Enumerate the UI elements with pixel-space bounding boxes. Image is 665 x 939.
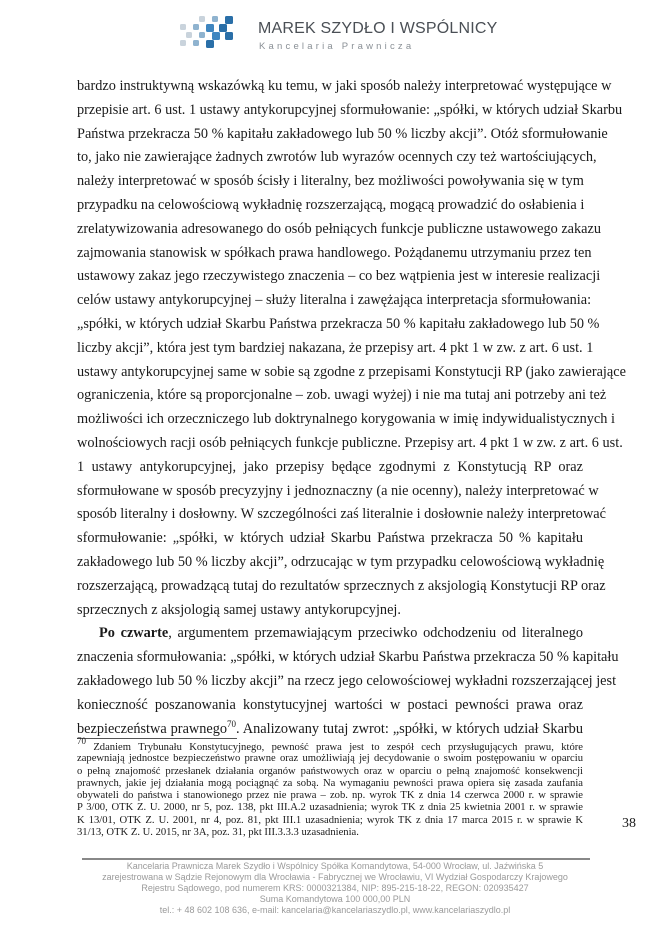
brand-subtitle: Kancelaria Prawnicza (259, 41, 415, 52)
logo-dot (212, 32, 220, 40)
text-line (77, 337, 594, 361)
footnote-line (77, 766, 583, 778)
footnote-line (77, 778, 583, 790)
footnote-line (77, 790, 583, 802)
line-text: Państwa przekracza 50 % kapitału zakładowego lub 50 % liczby akcji”. Otóż sformułowanie (77, 125, 608, 142)
text-line (77, 456, 583, 480)
text-line (77, 599, 583, 623)
line-text: ustawowy zakaz jego rzeczywistego znaczenia – co bez wątpienia jest w interesie realizacji (77, 268, 601, 285)
text-line (77, 503, 606, 527)
logo-dot (206, 40, 214, 48)
footnote-line (77, 736, 583, 753)
line-text: „spółki, w których udział Skarbu Państwa przekracza 50 % kapitału zakładowego lub 50 % (77, 315, 600, 332)
line-text: bardzo instruktywną wskazówką ku temu, w jaki sposób należy interpretować występujące w (77, 78, 612, 94)
line-text: obywateli do państwa i stanowionego przez nie prawa – zob. np. wyrok TK z dnia 14 czerwca 2000 r. w sprawie (77, 790, 583, 802)
text-line (77, 289, 592, 313)
text-line (77, 75, 612, 99)
footer-line: Kancelaria Prawnicza Marek Szydło i Wspólnicy Spółka Komandytowa, 54-000 Wrocław, ul. Jaźwińska 5 (126, 861, 544, 871)
line-text: bezpieczeństwa prawnego (77, 720, 228, 737)
letterhead-footer (70, 861, 600, 916)
line-text: 31/13, OTK Z. U. 2015, nr 3A, poz. 31, pkt III.3.3.3 uzasadnienia. (77, 827, 359, 839)
brand-title: MAREK SZYDŁO I WSPÓLNICY (258, 20, 498, 37)
footer-line: Rejestru Sądowego, pod numerem KRS: 0000321384, NIP: 895-215-18-22, REGON: 020935427 (141, 883, 529, 893)
text-line (77, 361, 626, 385)
logo-dot (206, 24, 214, 32)
line-text: przepisie art. 6 ust. 1 ustawy antykorupcyjnej sformułowanie: „spółki, w których udział Skarbu (77, 101, 623, 118)
line-text: zrelatywizowania adresowanego do osób pełniących funkcje publiczne ustawowego zakazu (77, 220, 602, 237)
text-line (77, 218, 602, 242)
line-text: znaczenia sformułowania: „spółki, w których udział Skarbu Państwa przekracza 50 % kapitału (77, 649, 619, 666)
footer-line: zarejestrowana w Sądzie Rejonowym dla Wrocławia - Fabrycznej we Wrocławiu, VI Wydział Gospodarczy Krajowego (102, 872, 568, 882)
firm-logo-icon (180, 16, 240, 52)
footer-line: Suma Komandytowa 100 000,00 PLN (259, 894, 411, 904)
logo-dot (199, 16, 205, 22)
line-text: sposób literalny i dosłowny. W szczególności zaś literalnie i dosłownie należy interpretować (77, 506, 606, 523)
line-text: , argumentem przemawiającym przeciwko odchodzeniu od literalnego (168, 625, 583, 642)
text-line (77, 408, 615, 432)
line-text: to, jako nie zawierające żadnych zwrotów lub wyrazów ocennych czy też wartościujących, (77, 149, 597, 166)
text-line (77, 527, 583, 551)
line-text: o pełną znajomość przesłanek działania organów państwowych oraz w oparciu o pełną znajomość konsekwencji (77, 765, 583, 777)
bold-lead: Po czwarte (99, 625, 169, 642)
text-line (77, 575, 606, 599)
line-text: sformułowane w sposób precyzyjny i jednoznaczny (a nie ocenny), należy interpretować w (77, 482, 599, 499)
footnote-divider (77, 738, 237, 739)
text-line (77, 265, 601, 289)
line-text: zapewniają jednostce bezpieczeństwo prawne oraz umożliwiają jej decydowanie o swoim postępowaniu w oparciu (77, 753, 583, 765)
footnote-ref: 70 (227, 718, 237, 729)
logo-dot (193, 40, 199, 46)
logo-dot (199, 32, 205, 38)
line-text: możliwości ich orzeczniczego lub doktrynalnego korygowania w imię indywidualistycznych i (77, 411, 615, 428)
line-text: ograniczenia, które są proporcjonalne – zob. uwagi wyżej) i nie ma tutaj ani potrzeby ani też (77, 387, 607, 404)
logo-dot (180, 40, 186, 46)
line-text: przypadku na celowościową wykładnię rozszerzającą, mogącą prowadzić do osłabienia i (77, 196, 585, 213)
text-line (77, 146, 597, 170)
text-line (77, 694, 583, 718)
line-text: sformułowanie: „spółki, w których udział Skarbu Państwa przekracza 50 % kapitału (77, 530, 583, 547)
logo-dot (225, 32, 233, 40)
page-number: 38 (622, 816, 636, 831)
text-line (77, 480, 599, 504)
text-line (77, 99, 623, 123)
line-text: zakładowego lub 50 % liczby akcji”, odrzucając w tym przypadku celowościową wykładnię (77, 553, 605, 570)
line-text: P 3/00, OTK Z. U. 2000, nr 5, poz. 138, pkt III.A.2 uzasadnienia; wyrok TK z dnia 25 kwietnia 2001 r. w sprawie (77, 802, 583, 814)
line-text: K 13/01, OTK Z. U. 2001, nr 4, poz. 81, pkt III.1 uzasadnienia; wyrok TK z dnia 17 marca 2015 r. w sprawie K (77, 814, 583, 826)
text-line (77, 384, 607, 408)
logo-dot (219, 24, 227, 32)
text-line (77, 432, 623, 456)
text-line (77, 123, 608, 147)
line-text: sprzecznych z aksjologią samej ustawy antykorupcyjnej. (77, 601, 401, 618)
footnote-line (77, 802, 583, 814)
logo-dot (180, 24, 186, 30)
line-text: rozszerzającą, prowadzącą tutaj do rezultatów sprzecznych z aksjologią Konstytucji RP oraz (77, 577, 606, 594)
line-text: 1 ustawy antykorupcyjnej, jako przepisy będące zgodnymi z Konstytucją RP oraz (77, 458, 583, 475)
line-text: Zdaniem Trybunału Konstytucyjnego, pewność prawa jest to zespół cech przysługujących prawu, które (86, 742, 583, 753)
footnote-number: 70 (77, 736, 86, 746)
line-text: należy interpretować w sposób ścisły i literalny, bez możliwości powoływania się w tym (77, 173, 584, 190)
footnote-line (77, 815, 583, 827)
line-text: zajmowania stanowisk w spółkach prawa handlowego. Pożądanemu utrzymaniu przez ten (77, 244, 592, 261)
line-text: liczby akcji”, która jest tym bardziej nakazana, że przepisy art. 4 pkt 1 w zw. z art. 6 ust. 1 (77, 339, 594, 356)
logo-dot (212, 16, 218, 22)
text-line (77, 646, 619, 670)
logo-dot (186, 32, 192, 38)
logo-dot (225, 16, 233, 24)
line-text: celów ustawy antykorupcyjnej – służy literalna i zawężająca interpretacja sformułowania: (77, 292, 592, 309)
text-line (77, 551, 605, 575)
text-line (77, 242, 592, 266)
text-line (77, 670, 617, 694)
footnote-line (77, 753, 583, 765)
line-text: ustawy antykorupcyjnej same w sobie są zgodne z przepisami Konstytucji RP (jako zawierające (77, 363, 626, 380)
footer-line: tel.: + 48 602 108 636, e-mail: kancelaria@kancelariaszydlo.pl, www.kancelariaszydlo.pl (159, 905, 511, 915)
line-text: wolnościowych racji osób pełniących funkcje publiczne. Przepisy art. 4 pkt 1 w zw. z art. 6 ust. (77, 434, 623, 451)
footer-divider (82, 858, 590, 860)
text-line (77, 194, 583, 218)
line-text: . Analizowany tutaj zwrot: „spółki, w których udział Skarbu (236, 720, 583, 737)
document-body (77, 75, 626, 741)
line-text: prawnych, jakie jej działania mogą pociągnąć za sobą. Na wymaganiu pewności prawa opiera się zasada zaufania (77, 777, 583, 789)
footnote (77, 736, 583, 839)
text-line (77, 170, 583, 194)
footnote-line (77, 827, 583, 839)
line-text: konieczność poszanowania konstytucyjnej wartości w postaci pewności prawa oraz (77, 696, 583, 713)
logo-dot (193, 24, 199, 30)
text-line (77, 313, 600, 337)
line-text: zakładowego lub 50 % liczby akcji” na rzecz jego celowościowej wykładni rozszerzającej jest (77, 672, 617, 689)
text-line (77, 622, 583, 646)
